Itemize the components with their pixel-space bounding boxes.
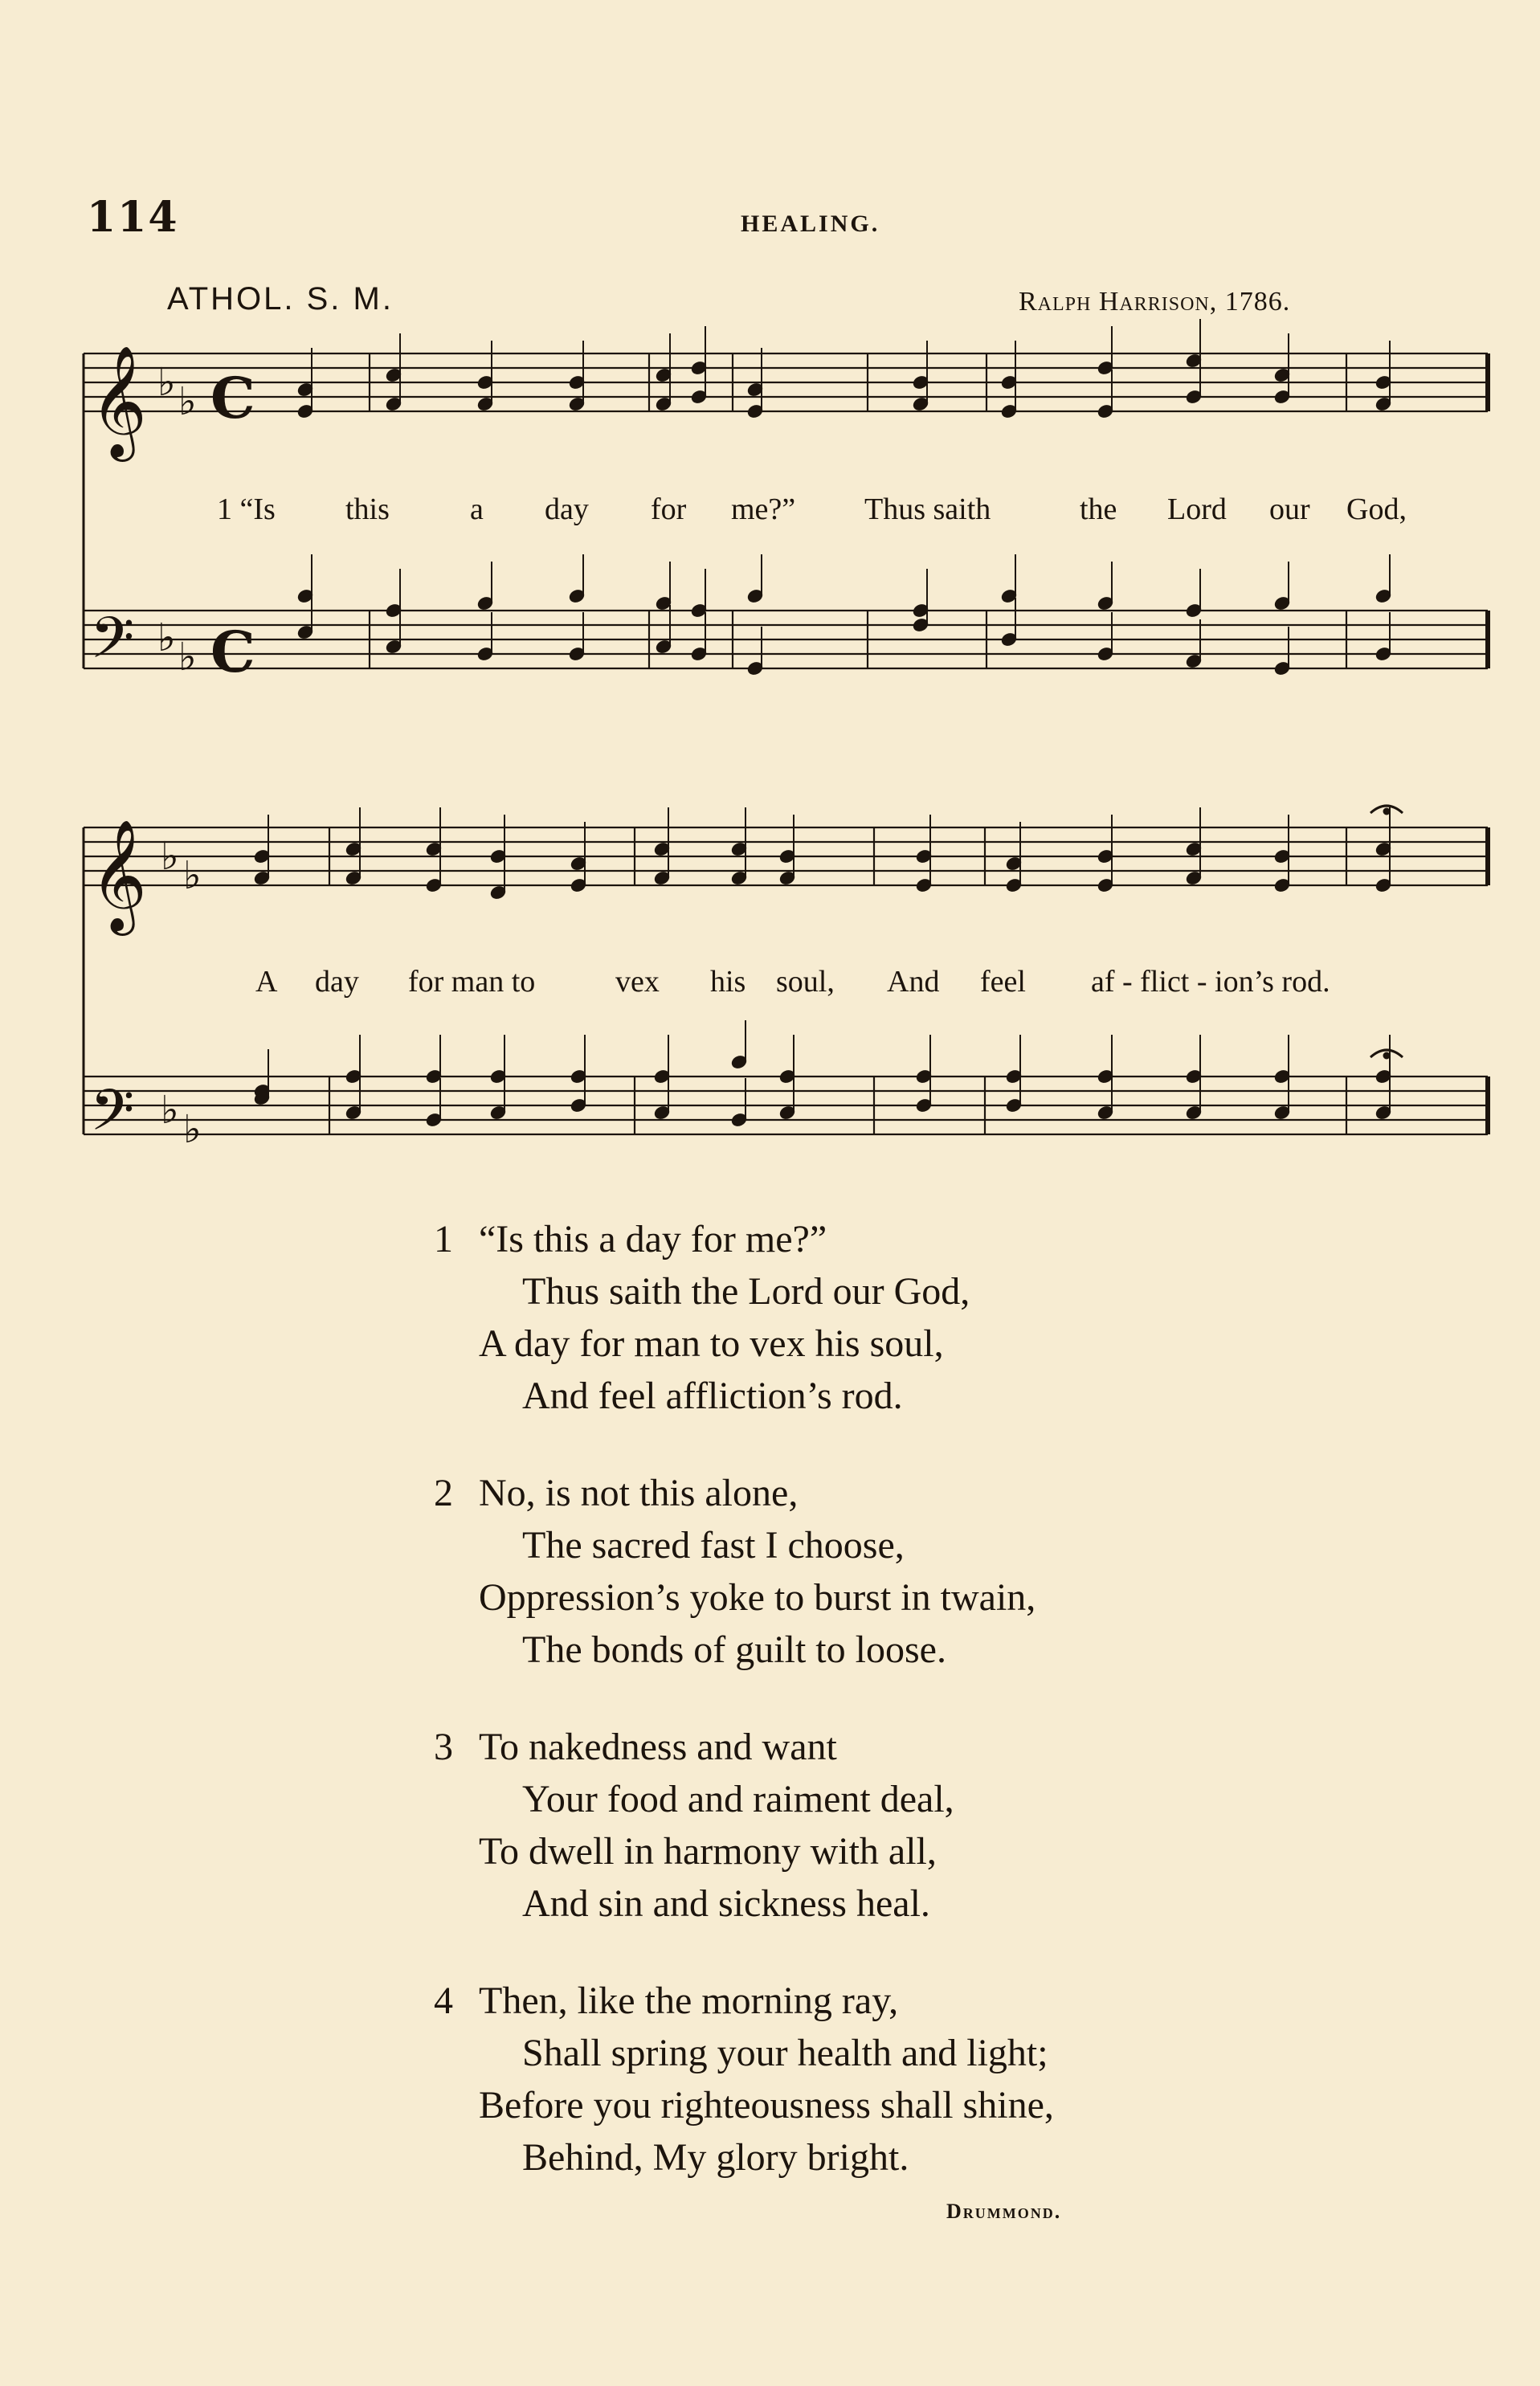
lyric-syllable: our [1269, 492, 1310, 526]
lyric-syllable: a [470, 492, 484, 526]
bass-clef-icon: 𝄢 [90, 605, 135, 685]
verse-line: And sin and sickness heal. [522, 1882, 930, 1925]
flat-sign-icon [157, 360, 202, 1152]
stanza-number: 2 [434, 1472, 453, 1514]
verse-line: Thus saith the Lord our God, [522, 1270, 970, 1313]
lyric-syllable: me?” [731, 492, 796, 526]
verse-line: To dwell in harmony with all, [479, 1830, 937, 1873]
verse-line: Before you righteousness shall shine, [479, 2084, 1054, 2127]
svg-text:♭: ♭ [183, 853, 202, 898]
verse-line: Your food and raiment deal, [522, 1778, 954, 1820]
stanza-2 [434, 1467, 1036, 1676]
lyric-syllable: 1 “Is [217, 492, 276, 526]
lyric-syllable: for man to [408, 965, 536, 999]
lyric-syllable: this [345, 492, 390, 526]
lyric-syllable: for [651, 492, 687, 526]
treble-clef-icon: 𝄞 [90, 819, 147, 931]
lyric-syllable: af - flict - ion’s rod. [1091, 965, 1330, 999]
svg-text:♭: ♭ [161, 834, 179, 879]
bass-clef-icon: 𝄢 [90, 1077, 135, 1158]
text-author: Drummond. [946, 2200, 1062, 2223]
verse-line: 3 To nakedness and want [434, 1721, 954, 1773]
svg-text:C: C [210, 619, 255, 685]
lyric-syllable: his [710, 965, 746, 999]
tune-name: ATHOL. S. M. [167, 281, 394, 317]
lyric-syllable: vex [615, 965, 660, 999]
lyric-syllable: And [887, 965, 940, 999]
verse-line: And feel affliction’s rod. [522, 1375, 903, 1417]
lyric-syllable: Thus saith [864, 492, 991, 526]
svg-text:♭: ♭ [178, 635, 197, 680]
svg-text:♭: ♭ [183, 1107, 202, 1152]
verse-line: The bonds of guilt to loose. [522, 1628, 946, 1671]
lyric-syllable: A [255, 965, 278, 999]
stanza-number: 4 [434, 1979, 453, 2022]
svg-text:♭: ♭ [157, 615, 176, 660]
verse-line: Shall spring your health and light; [522, 2032, 1048, 2074]
treble-clef-icon: 𝄞 [90, 345, 147, 457]
verse-line: 2 No, is not this alone, [434, 1467, 1036, 1519]
stanza-number: 3 [434, 1726, 453, 1768]
stanza-1 [434, 1213, 970, 1422]
stanza-4 [434, 1975, 1054, 2184]
running-title: HEALING. [741, 210, 880, 237]
lyric-syllable: soul, [776, 965, 835, 999]
verse-line: 4 Then, like the morning ray, [434, 1975, 1054, 2027]
lyric-syllable: feel [980, 965, 1026, 999]
verse-line: A day for man to vex his soul, [479, 1322, 944, 1365]
lyric-syllable: God, [1346, 492, 1407, 526]
page-number: 114 [87, 193, 179, 242]
svg-text:♭: ♭ [161, 1088, 179, 1133]
lyric-syllable: the [1080, 492, 1117, 526]
lyric-syllable: day [545, 492, 589, 526]
verse-line: Behind, My glory bright. [522, 2136, 909, 2179]
stanza-number: 1 [434, 1218, 453, 1260]
composer-credit: Ralph Harrison, 1786. [1019, 287, 1291, 317]
verse-line: Oppression’s yoke to burst in twain, [479, 1576, 1036, 1619]
verse-line: 1 “Is this a day for me?” [434, 1213, 970, 1265]
lyric-syllable: Lord [1167, 492, 1227, 526]
stanza-3 [434, 1721, 954, 1930]
verse-line: The sacred fast I choose, [522, 1524, 905, 1567]
svg-text:♭: ♭ [178, 379, 197, 424]
svg-text:C: C [210, 365, 255, 431]
lyric-syllable: day [315, 965, 359, 999]
music-score [0, 0, 1540, 1189]
svg-text:♭: ♭ [157, 360, 176, 405]
